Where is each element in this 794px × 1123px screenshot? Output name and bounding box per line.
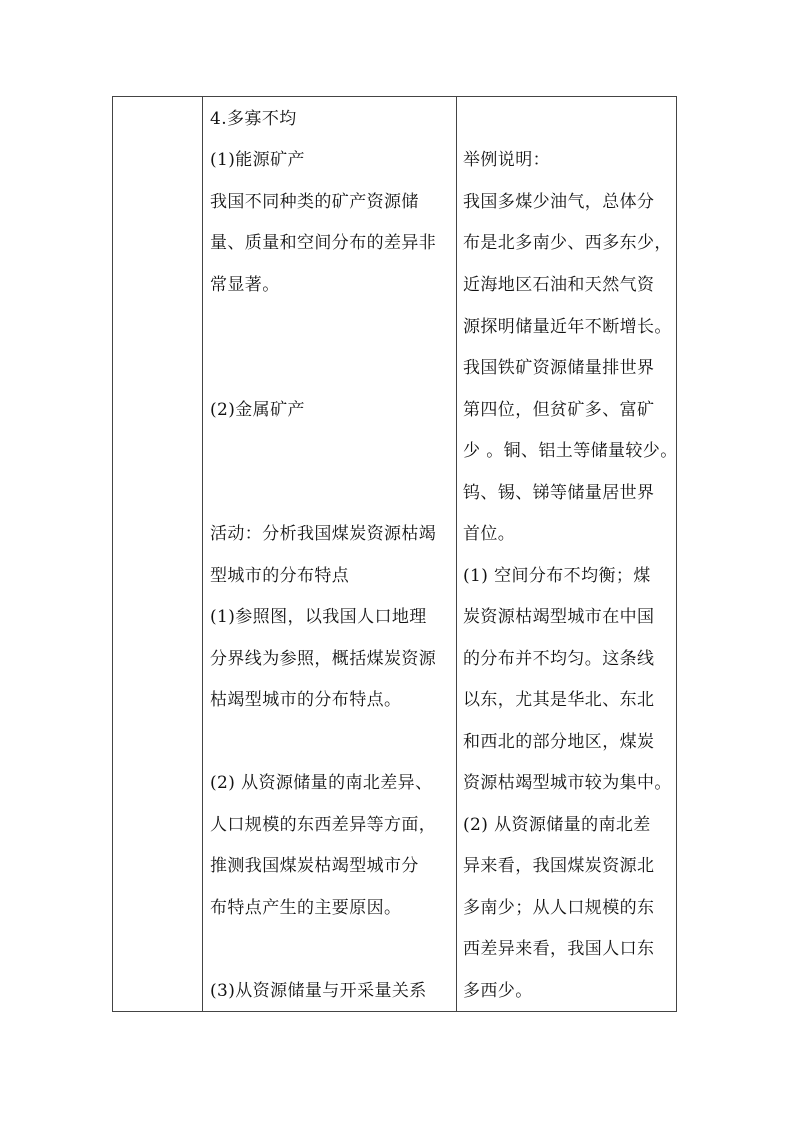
explanation-line: 举例说明： [463,150,550,170]
explanation-line: 多南少；从人口规模的东 [463,898,655,918]
content-line: 常显著。 [210,275,280,295]
explanation-line: (2) 从资源储量的南北差 [463,815,651,835]
explanation-line: 布是北多南少、西多东少， [463,233,672,253]
explanation-line: 异来看，我国煤炭资源北 [463,856,655,876]
explanation-line: 第四位，但贫矿多、富矿 [463,400,655,420]
explanation-line: 资源枯竭型城市较为集中。 [463,773,672,793]
explanation-line: 西差异来看，我国人口东 [463,939,655,959]
explanation-column [457,97,678,1011]
empty-label-column [113,97,203,1011]
content-line: 枯竭型城市的分布特点。 [210,690,402,710]
explanation-line: 少 。铜、铝土等储量较少。 [463,441,678,461]
content-line: (2) 从资源储量的南北差异、 [210,773,433,793]
explanation-line: 以东，尤其是华北、东北 [463,690,655,710]
content-line: (1)能源矿产 [210,150,305,170]
explanation-line: (1) 空间分布不均衡；煤 [463,566,651,586]
content-line: 型城市的分布特点 [210,566,350,586]
content-line: 推测我国煤炭枯竭型城市分 [210,856,419,876]
content-line: (3)从资源储量与开采量关系 [210,981,427,1001]
explanation-line: 我国铁矿资源储量排世界 [463,358,655,378]
explanation-line: 首位。 [463,524,516,544]
explanation-line: 我国多煤少油气，总体分 [463,192,655,212]
content-table [112,96,677,1012]
explanation-line: 钨、锡、锑等储量居世界 [463,483,655,503]
content-line: (2)金属矿产 [210,400,305,420]
content-line: 人口规模的东西差异等方面， [210,815,437,835]
content-line: 分界线为参照，概括煤炭资源 [210,649,437,669]
explanation-line: 近海地区石油和天然气资 [463,275,655,295]
explanation-line: 炭资源枯竭型城市在中国 [463,607,655,627]
explanation-line: 源探明储量近年不断增长。 [463,317,672,337]
content-line: 我国不同种类的矿产资源储 [210,192,419,212]
content-line: 量、质量和空间分布的差异非 [210,233,437,253]
content-line: 4.多寡不均 [210,109,297,129]
content-line: 活动：分析我国煤炭资源枯竭 [210,524,437,544]
content-line: 布特点产生的主要原因。 [210,898,402,918]
content-column [203,97,457,1011]
explanation-line: 的分布并不均匀。这条线 [463,649,655,669]
content-line: (1)参照图，以我国人口地理 [210,607,427,627]
explanation-line: 和西北的部分地区，煤炭 [463,732,655,752]
explanation-line: 多西少。 [463,981,533,1001]
